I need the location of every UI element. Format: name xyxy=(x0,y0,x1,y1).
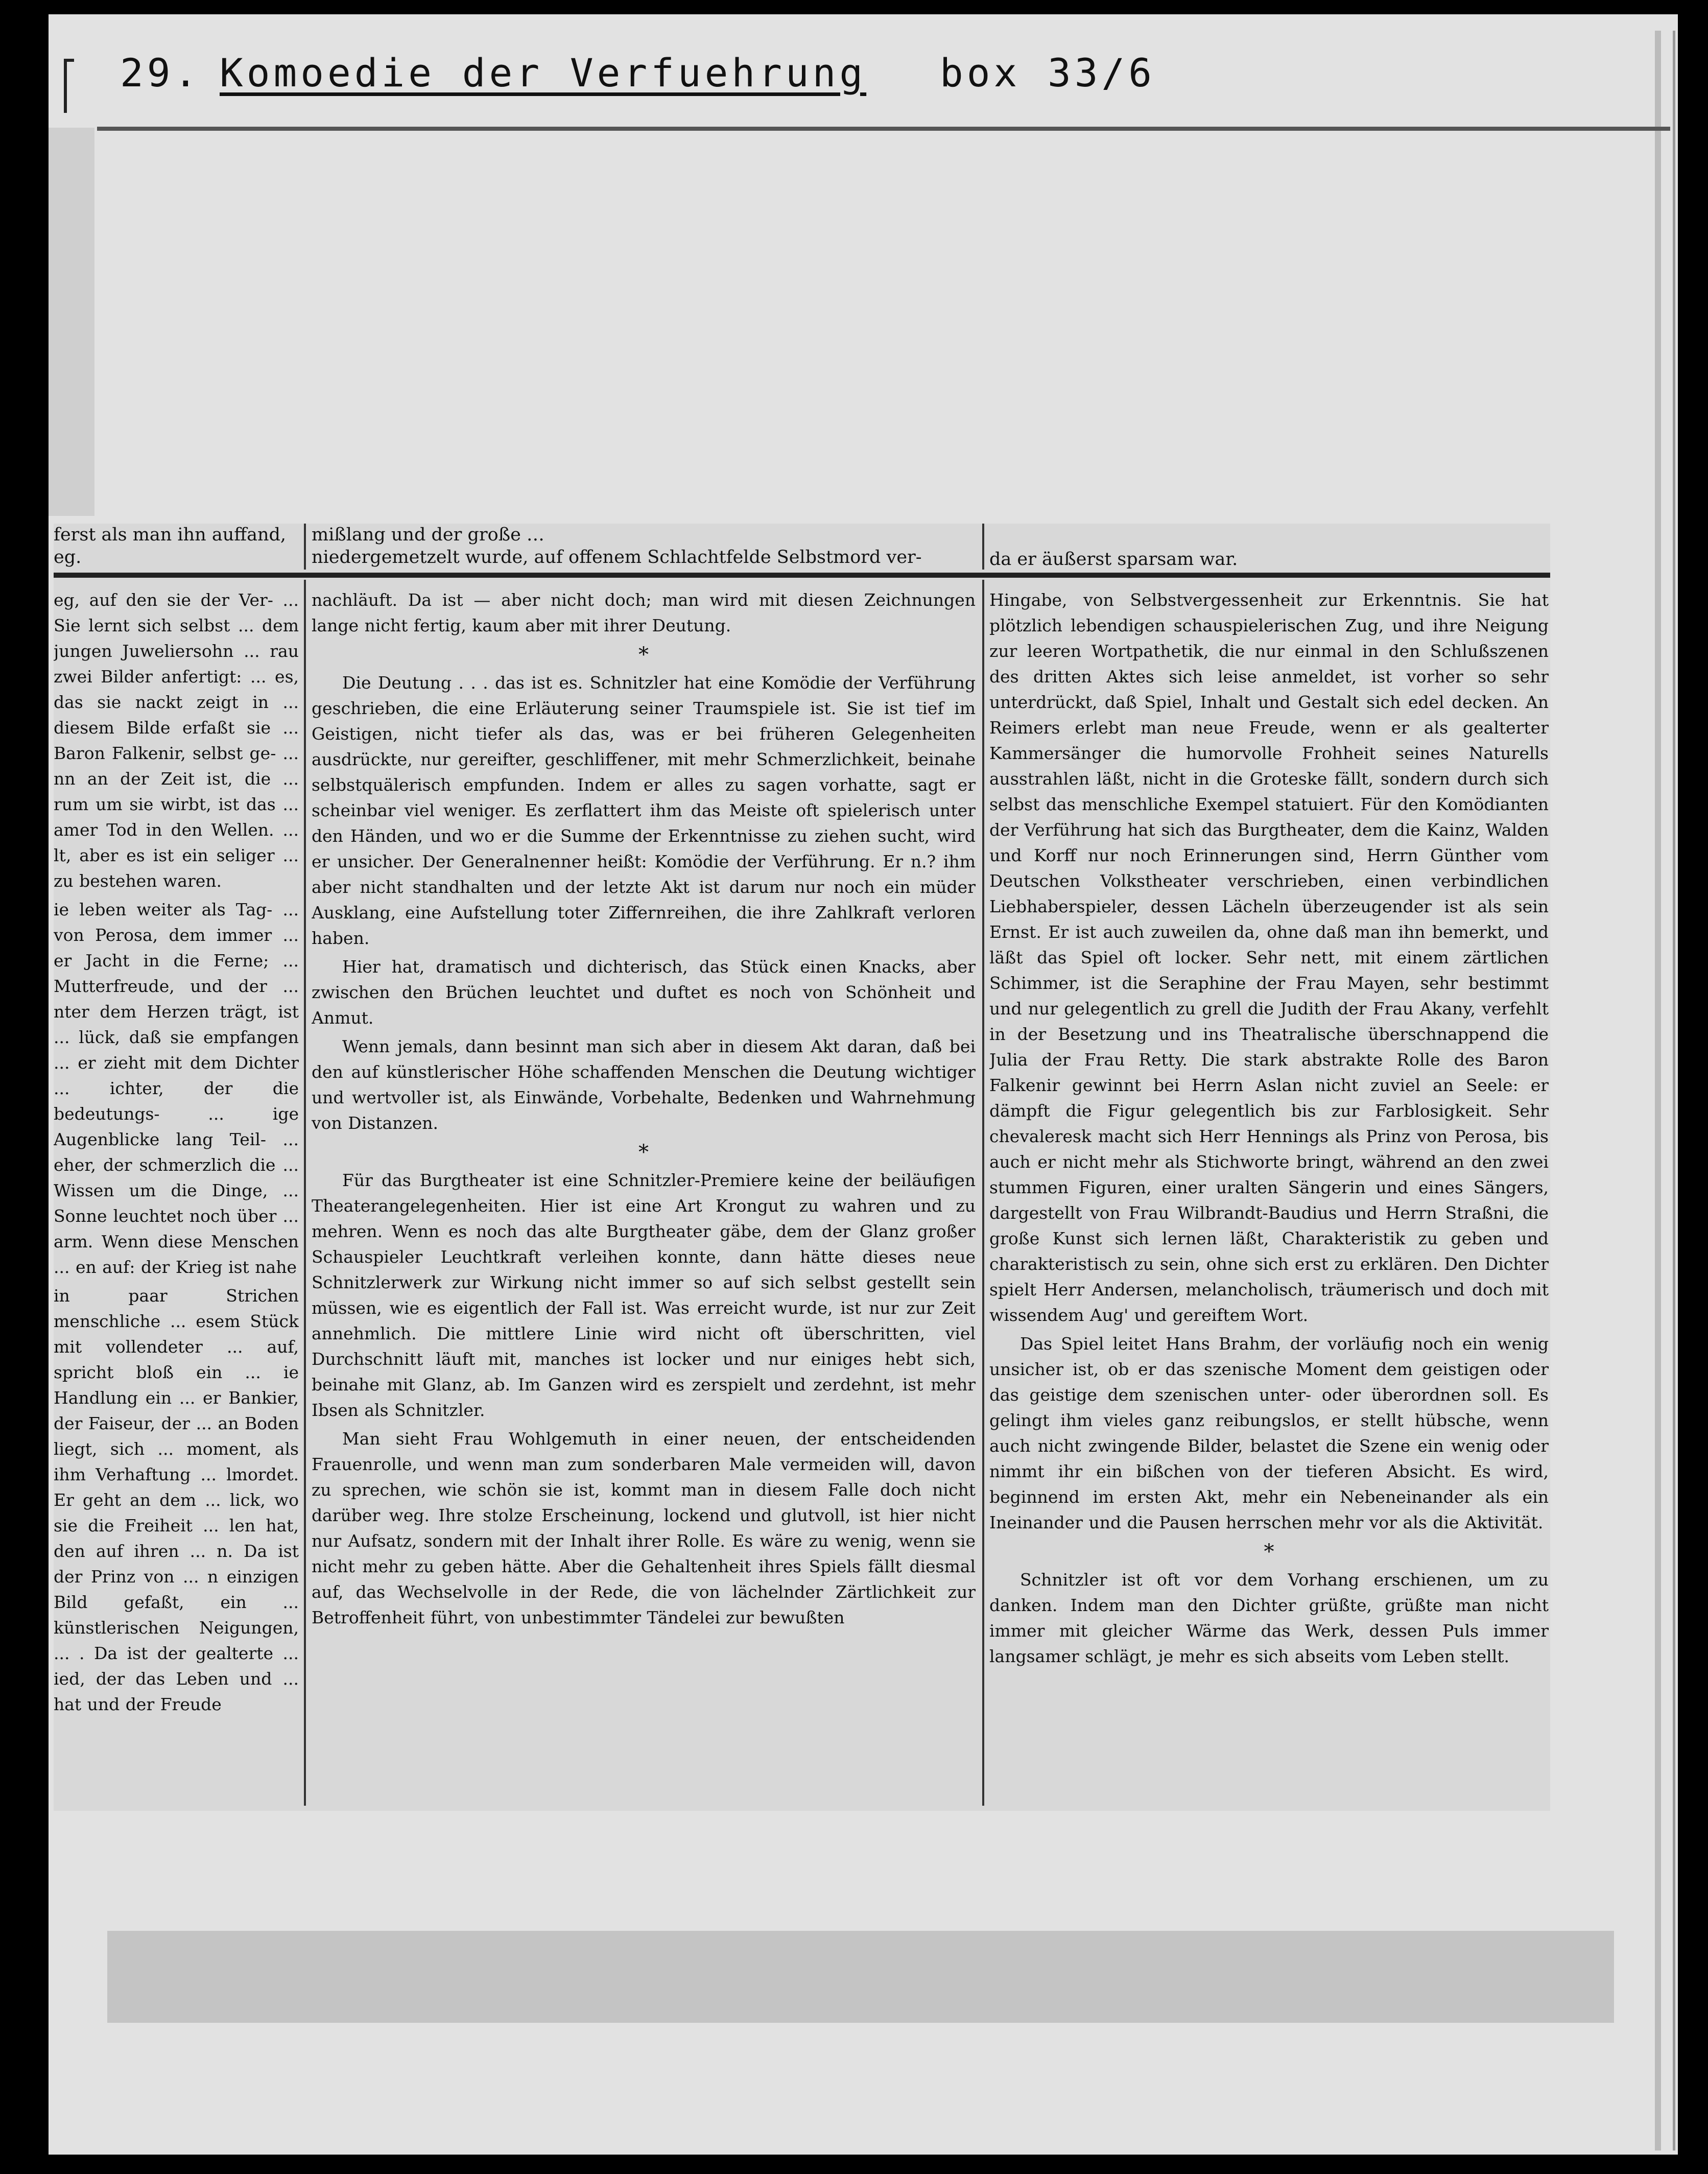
paragraph: Man sieht Frau Wohlgemuth in einer neuen, der entscheidenden Frauenrolle, und wenn man zum sonderbaren Male vermeiden will, davon zu sprechen, wie schön sie ist, kommt man in diesem Falle doch nicht darüber weg. Ihre stolze Erscheinung, lockend und glutvoll, ist hier nicht nur Aufsatz, sondern mit der Inhalt ihrer Rolle. Es wäre zu wenig, wenn sie nicht mehr zu geben hätte. Aber die Gehaltenheit ihres Spiels fällt diesmal auf, das Wechselvolle in der Rede, die von lächelnder Zärtlichkeit zur Betroffenheit führt, von unbestimmter Tändelei zur bewußten xyxy=(312,1429,976,1627)
strip-line: da er äußerst sparsam war. xyxy=(989,549,1238,570)
strip-line: niedergemetzelt wurde, auf offenem Schlachtfelde Selbstmord ver- xyxy=(312,547,922,568)
paragraph: Hingabe, von Selbstvergessenheit zur Erkenntnis. Sie hat plötzlich lebendigen schauspielerischen Zug, und ihre Neigung zur leeren Wortpathetik, die nur einmal in den Schlußszenen des dritten Aktes sich leise anmeldet, ist vorher so sehr unterdrückt, daß Spiel, Inhalt und Gestalt sich edel decken. An Reimers erlebt man neue Freude, wenn er als gealterter Kammersänger die humorvolle Frohheit seines Naturells ausstrahlen läßt, nicht in die Groteske fällt, sondern durch sich selbst das menschliche Exempel statuiert. Für den Komödianten der Verführung hat sich das Burgtheater, dem die Kainz, Walden und Korff nur noch Erinnerungen sind, Herrn Günther vom Deutschen Volkstheater verschrieben, einen verbindlichen Liebhaberspieler, dessen Lächeln überzeugender ist als sein Ernst. Er ist auch zuweilen da, ohne daß man ihn bemerkt, und läßt das Spiel oft locker. Sehr nett, mit einem zärtlichen Schimmer, ist die Seraphine der Frau Mayen, sehr bestimmt und nur gelegentlich zu grell die Judith der Frau Akany, verfehlt in der Besetzung und ins Theatralische überschnappend die Julia der Frau Retty. Die stark abstrakte Rolle des Baron Falkenir gewinnt bei Herrn Aslan nicht zuviel an Seele: er dämpft die Figur gelegentlich bis zur Farblosigkeit. Sehr chevaleresk macht sich Herr Hennings als Prinz von Perosa, bis auch er nicht mehr als Stichworte bringt, während an den zwei stummen Figuren, einer uralten Sängerin und eines Sängers, dargestellt von Frau Wilbrandt-Baudius und Herrn Straßni, die große Kunst sich lernen läßt, Charakteristik zu geben und charakteristisch zu sein, ohne sich erst zu erklären. Den Dichter spielt Herr Andersen, melancholisch, träumerisch und doch mit wissendem Aug' und gereiftem Wort. xyxy=(989,590,1549,1325)
document-title: Komoedie der Verfuehrung xyxy=(220,50,867,96)
paragraph: ie leben weiter als Tag- ... von Perosa, dem immer ... er Jacht in die Ferne; ... Mutterfreude, und der ... nter dem Herzen trägt, ist ... lück, daß sie empfangen ... er zieht mit dem Dichter ... ichter, der die bedeutungs- ... ige Augenblicke lang Teil- ... eher, der schmerzlich die ... Wissen um die Dinge, ... Sonne leuchtet noch über ... arm. Wenn diese Menschen ... en auf: der Krieg ist nahe xyxy=(54,900,299,1277)
section-separator: * xyxy=(638,643,649,667)
article-column-3 xyxy=(989,587,1549,1808)
paragraph: Das Spiel leitet Hans Brahm, der vorläufig noch ein wenig unsicher ist, ob er das szenische Moment dem geistigen oder das geistige dem szenischen unter- oder überordnen soll. Es gelingt ihm vieles ganz reibungslos, er stellt hübsche, wenn auch nicht zwingende Bilder, belastet die Szene ein wenig oder nimmt ihr ein bißchen von der tieferen Absicht. Es wird, beginnend im ersten Akt, mehr ein Nebeneinander als ein Ineinander und die Pausen herrschen mehr vor als die Aktivität. xyxy=(989,1334,1549,1532)
paragraph: nachläuft. Da ist — aber nicht doch; man wird mit diesen Zeichnungen lange nicht fertig, kaum aber mit ihrer Deutung. xyxy=(312,590,976,635)
article-column-1 xyxy=(54,587,299,1808)
column-divider xyxy=(982,580,984,1806)
article-column-2 xyxy=(312,587,976,1808)
strip-line: eg. xyxy=(54,547,82,568)
paper-edge xyxy=(1655,31,1661,2151)
strip-line: mißlang und der große … xyxy=(312,525,544,545)
paragraph: Wenn jemals, dann besinnt man sich aber in diesem Akt daran, daß bei den auf künstlerischer Höhe schaffenden Menschen die Deutung wichtiger und wertvoller ist, als Einwände, Vorbehalte, Bedenken und Wahrnehmung von Distanzen. xyxy=(312,1036,976,1133)
column-divider xyxy=(982,524,984,570)
box-label: box 33/6 xyxy=(940,50,1156,96)
paragraph: in paar Strichen menschliche ... esem Stück mit vollendeter ... auf, spricht bloß ein ... ie Handlung ein ... er Bankier, der Faiseur, der ... an Boden liegt, sich ... moment, als ihm Verhaftung ... lmordet. Er geht an dem ... lick, wo sie die Freiheit ... len hat, den auf ihren ... n. Da ist der Prinz von ... n einzigen Bild gefaßt, ein ... künstlerischen Neigungen, ... . Da ist der gealterte ... ied, der das Leben und ... hat und der Freude xyxy=(54,1286,299,1714)
section-rule xyxy=(54,573,1550,578)
strip-line: ferst als man ihn auffand, xyxy=(54,525,287,545)
archive-header xyxy=(72,45,1246,101)
item-number: 29. xyxy=(120,50,201,96)
top-rule xyxy=(97,127,1670,131)
section-separator: * xyxy=(638,1141,649,1164)
paragraph: Die Deutung . . . das ist es. Schnitzler hat eine Komödie der Verführung geschrieben, die eine Erläuterung seiner Traumspiele ist. Sie ist tief im Geistigen, nicht tiefer als das, was er bei früheren Gelegenheiten ausdrückte, nur gereifter, geschliffener, mit mehr Schmerzlichkeit, beinahe selbstquälerisch empfunden. Indem er alles zu sagen vorhatte, sagt er scheinbar viel weniger. Es zerflattert ihm das Meiste oft spielerisch unter den Händen, und wo er die Summe der Erkenntnisse zu ziehen sucht, wird er unsicher. Der Generalnenner heißt: Komödie der Verführung. Er n.? ihm aber nicht standhalten und der letzte Akt ist darum nur noch ein müder Ausklang, eine Aufstellung toter Ziffernreihen, die ihre Zahlkraft verloren haben. xyxy=(312,673,976,948)
paper-fold-shadow xyxy=(107,1931,1614,2023)
column-divider xyxy=(304,580,306,1806)
strip-column-2 xyxy=(312,524,976,572)
paragraph: Hier hat, dramatisch und dichterisch, das Stück einen Knacks, aber zwischen den Brüchen leuchtet und duftet es noch von Schönheit und Anmut. xyxy=(312,957,976,1028)
newspaper-clipping xyxy=(54,524,1550,1811)
column-divider xyxy=(304,524,306,570)
paragraph: Für das Burgtheater ist eine Schnitzler-Premiere keine der beiläufigen Theaterangelegenheiten. Hier ist eine Art Krongut zu wahren und zu mehren. Wenn es noch das alte Burgtheater gäbe, dem der Glanz großer Schauspieler Leuchtkraft verleihen konnte, dann hätte dieses neue Schnitzlerwerk zur Wirkung nicht immer so auf sich selbst gestellt sein müssen, wie es eigentlich der Fall ist. Was erreicht wurde, ist nur zur Zeit annehmlich. Die mittlere Linie wird nicht oft überschritten, viel Durchschnitt läuft mit, manches ist locker und nur einiges hebt sich, beinahe mit Glanz, ab. Im Ganzen wird es zerspielt und zerdehnt, ist mehr Ibsen als Schnitzler. xyxy=(312,1170,976,1420)
paper-edge-line xyxy=(1673,31,1675,2151)
paragraph: eg, auf den sie der Ver- ... Sie lernt sich selbst ... dem jungen Juweliersohn ... rau zwei Bilder anfertigt: ... es, das sie nackt zeigt in ... diesem Bilde erfaßt sie ... Baron Falkenir, selbst ge- ... nn an der Zeit ist, die ... rum um sie wirbt, ist das ... amer Tod in den Wellen. ... lt, aber es ist ein seliger ... zu bestehen waren. xyxy=(54,590,299,891)
section-separator: * xyxy=(1264,1540,1274,1564)
strip-column-3 xyxy=(989,524,1551,597)
paragraph: Schnitzler ist oft vor dem Vorhang erschienen, um zu danken. Indem man den Dichter grüßte, grüßte man nicht immer mit gleicher Wärme das Werk, dessen Puls immer langsamer schlägt, je mehr es sich abseits vom Leben stellt. xyxy=(989,1570,1549,1666)
paper-shading xyxy=(49,128,94,516)
strip-column-1 xyxy=(54,524,299,572)
